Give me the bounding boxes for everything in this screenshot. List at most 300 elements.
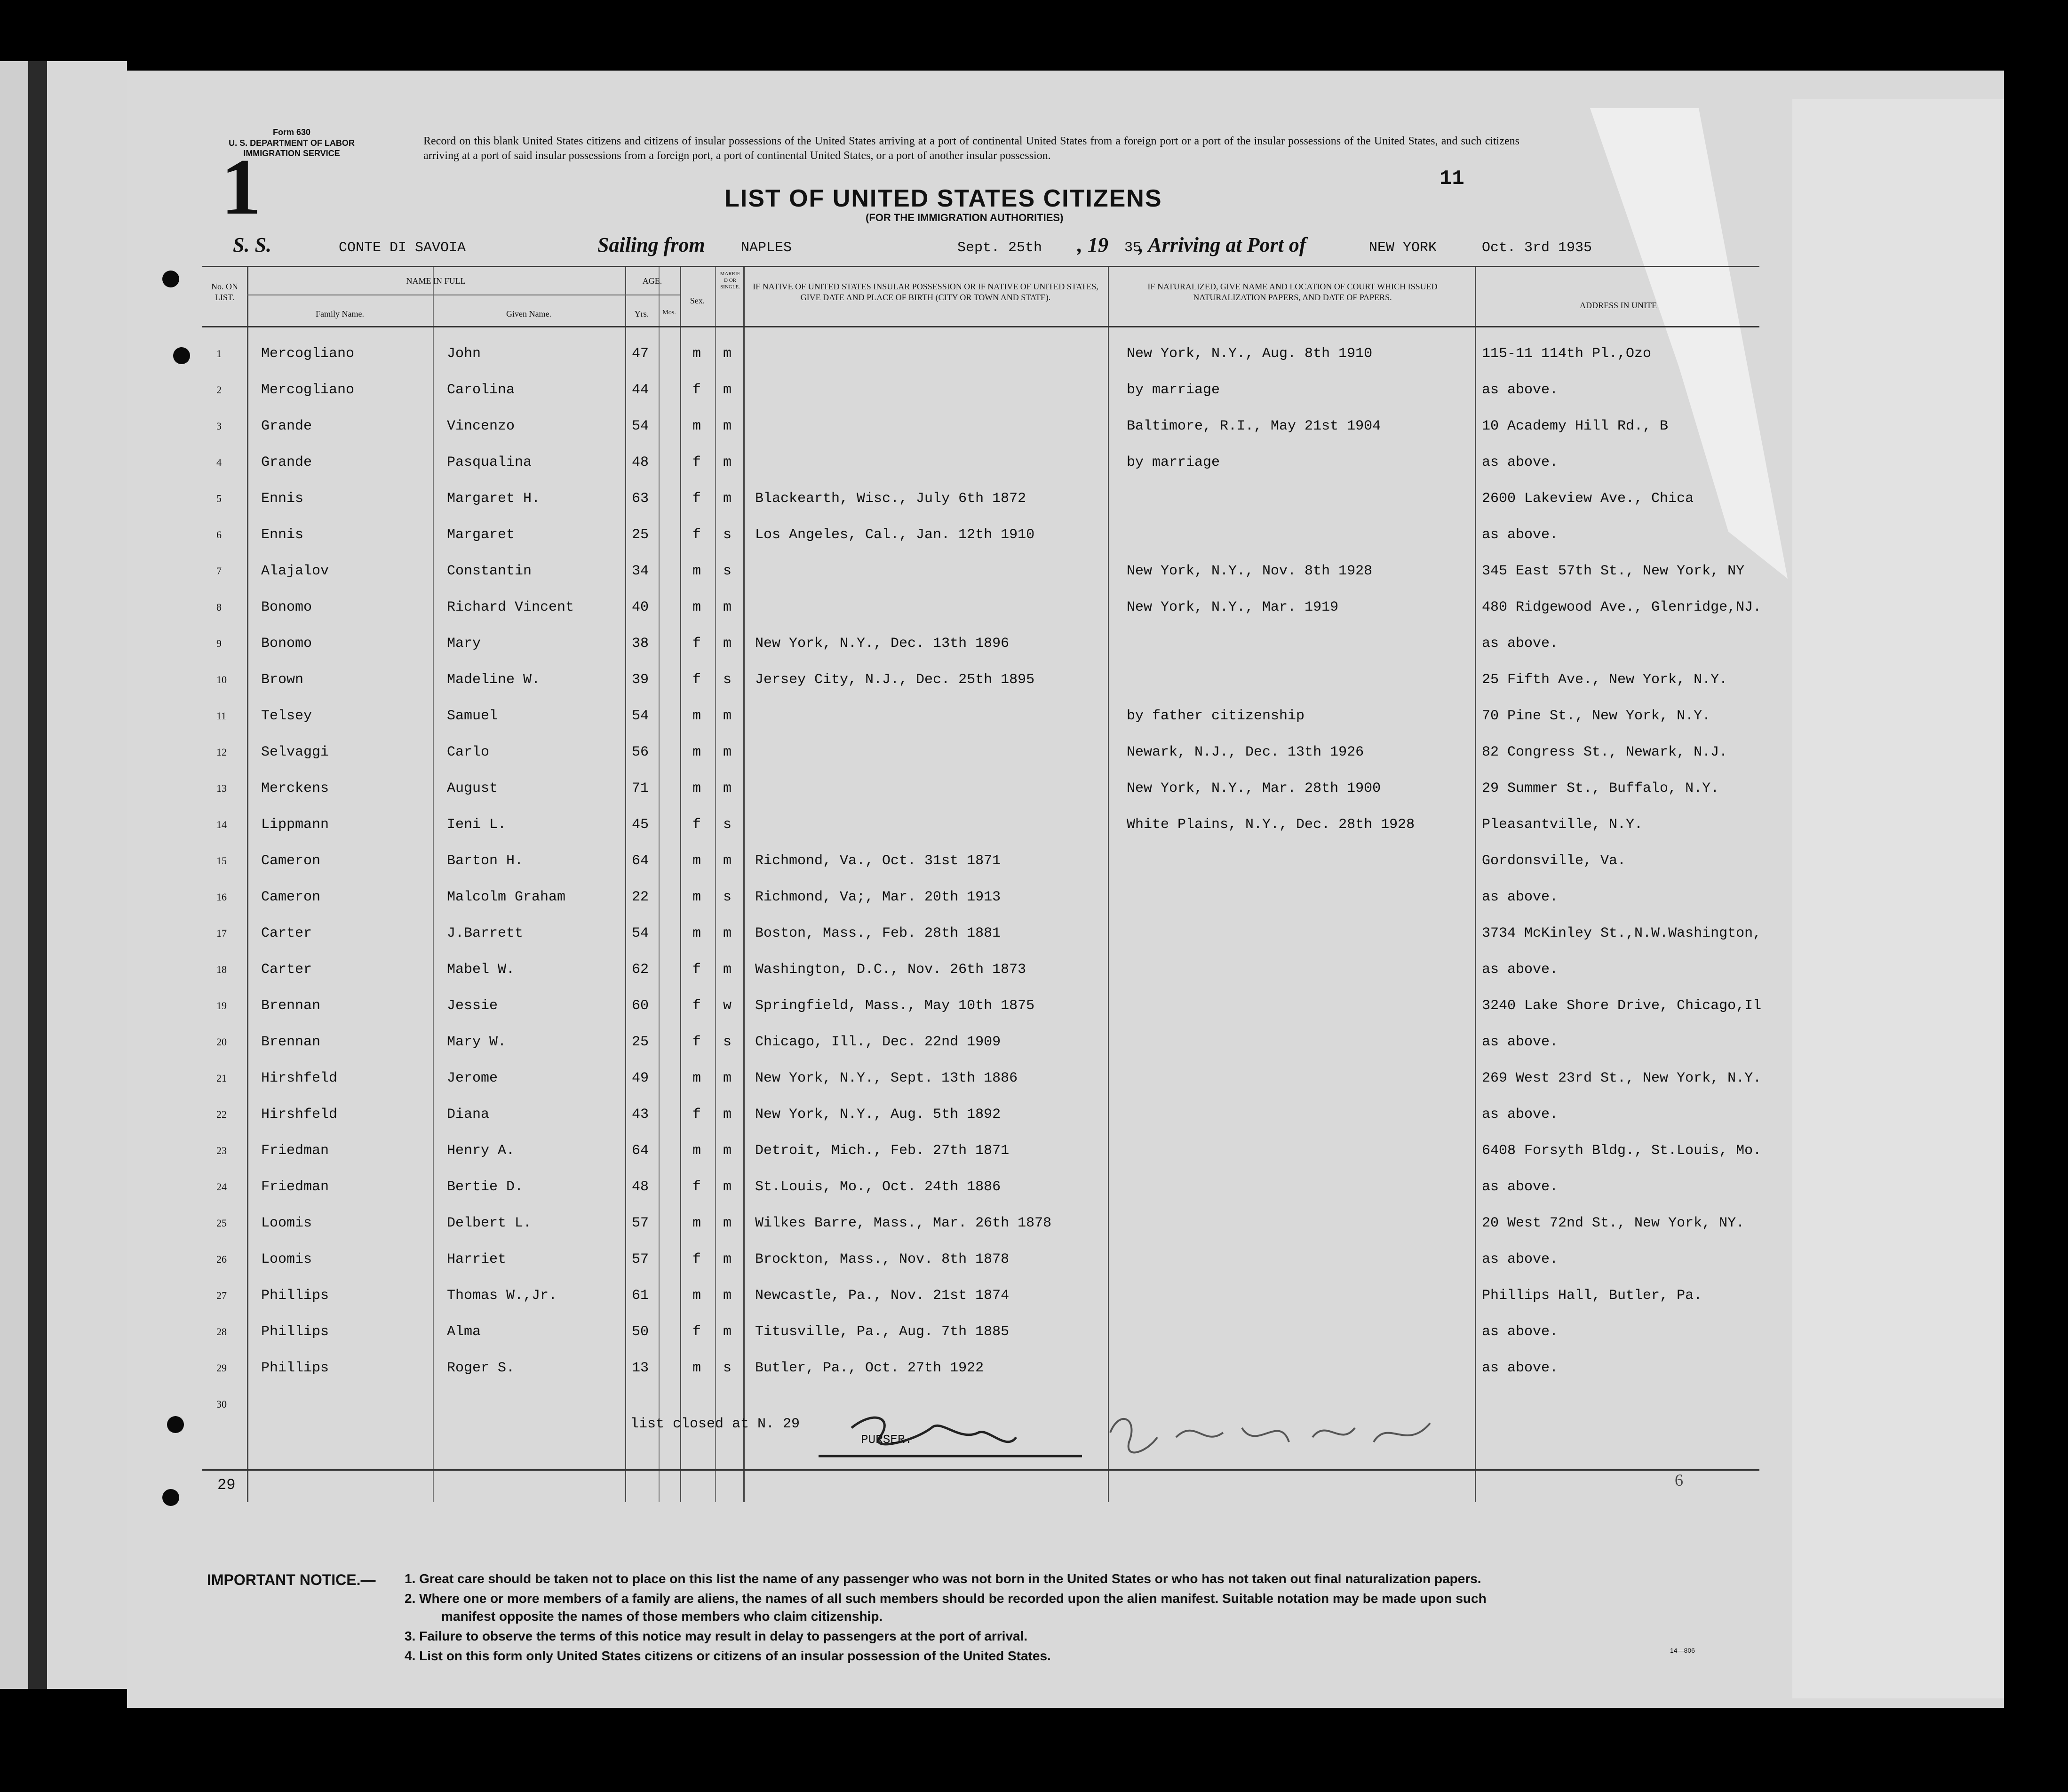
marital-status: m xyxy=(723,853,732,869)
sex: f xyxy=(692,817,701,833)
family-name: Carter xyxy=(261,925,312,941)
sex: m xyxy=(692,853,701,869)
voyage-line xyxy=(233,233,1757,261)
address: as above. xyxy=(1482,1034,1559,1050)
given-name: Madeline W. xyxy=(447,672,541,688)
table-row xyxy=(202,806,1759,843)
address: 20 West 72nd St., New York, NY. xyxy=(1482,1215,1745,1231)
marital-status: m xyxy=(723,1179,732,1195)
family-name: Phillips xyxy=(261,1360,329,1376)
marital-status: m xyxy=(723,1215,732,1231)
age-years: 13 xyxy=(632,1360,649,1376)
age-years: 50 xyxy=(632,1324,649,1340)
marital-status: m xyxy=(723,962,732,978)
family-name: Brennan xyxy=(261,998,321,1014)
sex: f xyxy=(692,454,701,470)
row-number: 24 xyxy=(216,1181,227,1193)
given-name: Alma xyxy=(447,1324,481,1340)
table-row xyxy=(202,1314,1759,1350)
table-row xyxy=(202,480,1759,517)
given-name: Roger S. xyxy=(447,1360,515,1376)
table-row xyxy=(202,698,1759,734)
sex: f xyxy=(692,527,701,543)
age-years: 45 xyxy=(632,817,649,833)
family-name: Carter xyxy=(261,962,312,978)
row-number: 11 xyxy=(216,710,227,722)
marital-status: m xyxy=(723,1070,732,1086)
family-name: Cameron xyxy=(261,889,321,905)
age-years: 25 xyxy=(632,527,649,543)
birthplace: New York, N.Y., Aug. 5th 1892 xyxy=(755,1107,1001,1123)
given-name: John xyxy=(447,346,481,362)
row-number: 25 xyxy=(216,1217,227,1229)
age-years: 54 xyxy=(632,925,649,941)
table-row xyxy=(202,1060,1762,1096)
arrival-date: Oct. 3rd 1935 xyxy=(1482,240,1592,256)
row-number: 18 xyxy=(216,964,227,975)
header-number: No. ON LIST. xyxy=(211,282,238,302)
ss-label: S. S. xyxy=(233,233,271,256)
naturalization: Baltimore, R.I., May 21st 1904 xyxy=(1127,418,1381,434)
table-row xyxy=(202,988,1762,1024)
sex: f xyxy=(692,672,701,688)
previous-page-edge xyxy=(47,61,127,1689)
age-years: 25 xyxy=(632,1034,649,1050)
birthplace: Springfield, Mass., May 10th 1875 xyxy=(755,998,1035,1014)
notice-item-2-cont: manifest opposite the names of those members who claim citizenship. xyxy=(441,1609,883,1624)
page-right-margin xyxy=(1792,99,2004,1698)
row-number: 16 xyxy=(216,891,227,903)
given-name: Harriet xyxy=(447,1251,507,1267)
table-row xyxy=(202,661,1759,698)
address: 480 Ridgewood Ave., Glenridge,NJ. xyxy=(1482,599,1762,615)
table-row xyxy=(202,444,1759,480)
address: 6408 Forsyth Bldg., St.Louis, Mo. xyxy=(1482,1143,1762,1159)
header-family-name: Family Name. xyxy=(316,309,364,319)
passenger-table xyxy=(202,266,1762,1502)
header-sex: Sex. xyxy=(690,296,705,305)
sex: f xyxy=(692,1179,701,1195)
row-number: 10 xyxy=(216,674,227,685)
birthplace: New York, N.Y., Dec. 13th 1896 xyxy=(755,636,1010,652)
birthplace: Richmond, Va;, Mar. 20th 1913 xyxy=(755,889,1001,905)
header-naturalization: IF NATURALIZED, GIVE NAME AND LOCATION OF COURT WHICH ISSUED NATURALIZATION PAPERS, AND DATE OF PAPERS. xyxy=(1147,282,1438,302)
birthplace: Detroit, Mich., Feb. 27th 1871 xyxy=(755,1143,1010,1159)
sex: m xyxy=(692,781,701,796)
given-name: Jerome xyxy=(447,1070,498,1086)
binder-hole xyxy=(162,1489,179,1506)
address: 10 Academy Hill Rd., B xyxy=(1482,418,1669,434)
header-years: Yrs. xyxy=(634,309,649,319)
age-years: 43 xyxy=(632,1107,649,1123)
corner-number: 11 xyxy=(1440,167,1464,191)
family-name: Merckens xyxy=(261,781,329,796)
age-years: 64 xyxy=(632,853,649,869)
sex: f xyxy=(692,382,701,398)
binder-gap xyxy=(28,61,47,1689)
birthplace: Blackearth, Wisc., July 6th 1872 xyxy=(755,491,1026,507)
row-number: 5 xyxy=(216,493,222,504)
row-number: 17 xyxy=(216,927,227,939)
address: as above. xyxy=(1482,1324,1559,1340)
page-title: LIST OF UNITED STATES CITIZENS xyxy=(724,185,1162,212)
sex: f xyxy=(692,491,701,507)
table-row xyxy=(202,879,1759,915)
birthplace: New York, N.Y., Sept. 13th 1886 xyxy=(755,1070,1018,1086)
row-number: 9 xyxy=(216,637,222,649)
family-name: Alajalov xyxy=(261,563,329,579)
row-number: 15 xyxy=(216,855,227,867)
family-name: Grande xyxy=(261,418,312,434)
given-name: August xyxy=(447,781,498,796)
sex: f xyxy=(692,1034,701,1050)
sex: f xyxy=(692,962,701,978)
table-row xyxy=(202,1169,1759,1205)
marital-status: m xyxy=(723,1251,732,1267)
age-years: 34 xyxy=(632,563,649,579)
page-mark: 6 xyxy=(1675,1471,1683,1489)
sex: m xyxy=(692,889,701,905)
birthplace: Chicago, Ill., Dec. 22nd 1909 xyxy=(755,1034,1001,1050)
row-number: 21 xyxy=(216,1072,227,1084)
sex: m xyxy=(692,563,701,579)
address: 3240 Lake Shore Drive, Chicago,Il xyxy=(1482,998,1762,1014)
family-name: Phillips xyxy=(261,1324,329,1340)
marital-status: s xyxy=(723,1360,732,1376)
purser-label: PURSER. xyxy=(861,1433,913,1447)
marital-status: m xyxy=(723,708,732,724)
departure-port: NAPLES xyxy=(741,240,792,256)
row-number: 20 xyxy=(216,1036,227,1048)
birthplace: Washington, D.C., Nov. 26th 1873 xyxy=(755,962,1026,978)
age-years: 63 xyxy=(632,491,649,507)
family-name: Grande xyxy=(261,454,312,470)
address: as above. xyxy=(1482,636,1559,652)
age-years: 40 xyxy=(632,599,649,615)
naturalization: by marriage xyxy=(1127,454,1220,470)
page-subtitle: (FOR THE IMMIGRATION AUTHORITIES) xyxy=(866,212,1064,223)
family-name: Lippmann xyxy=(261,817,329,833)
sex: m xyxy=(692,1215,701,1231)
address: as above. xyxy=(1482,1360,1559,1376)
age-years: 56 xyxy=(632,744,649,760)
birthplace: Jersey City, N.J., Dec. 25th 1895 xyxy=(755,672,1035,688)
given-name: Ieni L. xyxy=(447,817,507,833)
sex: m xyxy=(692,744,701,760)
given-name: Margaret xyxy=(447,527,515,543)
table-row xyxy=(202,1096,1759,1132)
marital-status: s xyxy=(723,527,732,543)
family-name: Bonomo xyxy=(261,636,312,652)
address: as above. xyxy=(1482,1251,1559,1267)
given-name: Carlo xyxy=(447,744,490,760)
row-number: 12 xyxy=(216,746,227,758)
naturalization: by marriage xyxy=(1127,382,1220,398)
marital-status: s xyxy=(723,563,732,579)
naturalization: Newark, N.J., Dec. 13th 1926 xyxy=(1127,744,1364,760)
sex: m xyxy=(692,418,701,434)
marital-status: s xyxy=(723,889,732,905)
sex: m xyxy=(692,1143,701,1159)
age-years: 48 xyxy=(632,1179,649,1195)
given-name: Jessie xyxy=(447,998,498,1014)
binder-hole xyxy=(167,1416,184,1433)
row-number: 2 xyxy=(216,384,222,396)
address: 2600 Lakeview Ave., Chica xyxy=(1482,491,1694,507)
address: 115-11 114th Pl.,Ozo xyxy=(1482,346,1652,362)
age-years: 49 xyxy=(632,1070,649,1086)
age-years: 71 xyxy=(632,781,649,796)
address: as above. xyxy=(1482,962,1559,978)
table-row xyxy=(202,1205,1759,1241)
birthplace: St.Louis, Mo., Oct. 24th 1886 xyxy=(755,1179,1001,1195)
sex: f xyxy=(692,998,701,1014)
table-row xyxy=(202,408,1759,444)
header-months: Mos. xyxy=(662,309,676,316)
table-row xyxy=(202,1241,1759,1277)
address: 345 East 57th St., New York, NY xyxy=(1482,563,1745,579)
sex: f xyxy=(692,1324,701,1340)
row-number: 4 xyxy=(216,456,222,468)
given-name: Thomas W.,Jr. xyxy=(447,1288,557,1304)
age-years: 57 xyxy=(632,1215,649,1231)
row-number: 1 xyxy=(216,348,222,359)
marital-status: m xyxy=(723,744,732,760)
age-years: 54 xyxy=(632,418,649,434)
address: Pleasantville, N.Y. xyxy=(1482,817,1643,833)
birthplace: Wilkes Barre, Mass., Mar. 26th 1878 xyxy=(755,1215,1052,1231)
naturalization: New York, N.Y., Mar. 28th 1900 xyxy=(1127,781,1381,796)
age-years: 47 xyxy=(632,346,649,362)
row-number: 27 xyxy=(216,1290,227,1301)
marital-status: m xyxy=(723,346,732,362)
row-number: 23 xyxy=(216,1145,227,1156)
header-name-in-full: NAME IN FULL xyxy=(406,276,466,286)
row-number: 13 xyxy=(216,782,227,794)
table-row xyxy=(202,553,1759,589)
sex: f xyxy=(692,1107,701,1123)
address: as above. xyxy=(1482,382,1559,398)
family-name: Mercogliano xyxy=(261,382,355,398)
marital-status: m xyxy=(723,454,732,470)
table-row xyxy=(202,1350,1759,1386)
given-name: Carolina xyxy=(447,382,515,398)
given-name: Malcolm Graham xyxy=(447,889,566,905)
marital-status: m xyxy=(723,781,732,796)
row-number: 28 xyxy=(216,1326,227,1338)
naturalization: White Plains, N.Y., Dec. 28th 1928 xyxy=(1127,817,1415,833)
family-name: Ennis xyxy=(261,491,304,507)
address: as above. xyxy=(1482,889,1559,905)
row-number: 8 xyxy=(216,601,222,613)
family-name: Ennis xyxy=(261,527,304,543)
department-name: U. S. DEPARTMENT OF LABOR xyxy=(229,138,355,148)
row-number: 22 xyxy=(216,1108,227,1120)
given-name: Bertie D. xyxy=(447,1179,524,1195)
age-years: 64 xyxy=(632,1143,649,1159)
form-instructions: Record on this blank United States citizens and citizens of insular possessions of the United States arriving at a port of continental United States from a foreign port or a port of the insular possessions of the United States, and such citizens arriving at a port of said insular possessions from a foreign port, a port of continental United States, or a port of another insular possession. xyxy=(423,135,1519,162)
marital-status: w xyxy=(723,998,732,1014)
table-row xyxy=(202,1277,1759,1314)
address: as above. xyxy=(1482,527,1559,543)
age-years: 44 xyxy=(632,382,649,398)
age-years: 22 xyxy=(632,889,649,905)
table-row xyxy=(202,734,1759,770)
row-number: 14 xyxy=(216,819,227,830)
age-years: 60 xyxy=(632,998,649,1014)
form-code: 14—806 xyxy=(1670,1647,1695,1654)
birthplace: Los Angeles, Cal., Jan. 12th 1910 xyxy=(755,527,1035,543)
age-years: 54 xyxy=(632,708,649,724)
marital-status: s xyxy=(723,817,732,833)
marital-status: m xyxy=(723,599,732,615)
table-row xyxy=(202,915,1762,951)
total-count: 29 xyxy=(217,1476,236,1494)
naturalization: New York, N.Y., Aug. 8th 1910 xyxy=(1127,346,1373,362)
family-name: Hirshfeld xyxy=(261,1107,338,1123)
address: 25 Fifth Ave., New York, N.Y. xyxy=(1482,672,1728,688)
marital-status: m xyxy=(723,636,732,652)
given-name: Samuel xyxy=(447,708,498,724)
birthplace: Newcastle, Pa., Nov. 21st 1874 xyxy=(755,1288,1010,1304)
purser-signature-icon xyxy=(819,1400,1458,1494)
age-years: 38 xyxy=(632,636,649,652)
marital-status: m xyxy=(723,1324,732,1340)
marital-status: m xyxy=(723,382,732,398)
sex: f xyxy=(692,1251,701,1267)
given-name: Constantin xyxy=(447,563,532,579)
birthplace: Brockton, Mass., Nov. 8th 1878 xyxy=(755,1251,1010,1267)
arriving-label: , Arriving at Port of xyxy=(1138,233,1306,256)
naturalization: New York, N.Y., Nov. 8th 1928 xyxy=(1127,563,1373,579)
binder-edge xyxy=(0,61,28,1689)
marital-status: m xyxy=(723,1288,732,1304)
family-name: Telsey xyxy=(261,708,312,724)
family-name: Loomis xyxy=(261,1215,312,1231)
row-number: 7 xyxy=(216,565,222,577)
given-name: Mary xyxy=(447,636,481,652)
family-name: Brown xyxy=(261,672,304,688)
marital-status: s xyxy=(723,672,732,688)
table-row xyxy=(202,1024,1759,1060)
given-name: Barton H. xyxy=(447,853,524,869)
birthplace: Richmond, Va., Oct. 31st 1871 xyxy=(755,853,1001,869)
notice-item-3: 3. Failure to observe the terms of this notice may result in delay to passengers at the port of arrival. xyxy=(405,1629,1028,1643)
year-label: , 19 xyxy=(1077,233,1108,256)
list-closed-note: list closed at N. 29 xyxy=(630,1416,800,1432)
given-name: Vincenzo xyxy=(447,418,515,434)
sex: m xyxy=(692,1360,701,1376)
sex: m xyxy=(692,346,701,362)
given-name: Mabel W. xyxy=(447,962,515,978)
ship-name: CONTE DI SAVOIA xyxy=(339,240,466,256)
naturalization: by father citizenship xyxy=(1127,708,1305,724)
sex: m xyxy=(692,925,701,941)
family-name: Loomis xyxy=(261,1251,312,1267)
address: 82 Congress St., Newark, N.J. xyxy=(1482,744,1728,760)
row-number: 29 xyxy=(216,1362,227,1374)
given-name: Mary W. xyxy=(447,1034,507,1050)
row-number: 26 xyxy=(216,1253,227,1265)
header-address: ADDRESS IN UNITE xyxy=(1580,301,1657,310)
given-name: Margaret H. xyxy=(447,491,541,507)
departure-date: Sept. 25th xyxy=(957,240,1042,256)
table-row xyxy=(202,372,1759,408)
birthplace: Boston, Mass., Feb. 28th 1881 xyxy=(755,925,1001,941)
address: as above. xyxy=(1482,454,1559,470)
family-name: Hirshfeld xyxy=(261,1070,338,1086)
sex: m xyxy=(692,1288,701,1304)
given-name: Delbert L. xyxy=(447,1215,532,1231)
marital-status: m xyxy=(723,418,732,434)
sailing-from-label: Sailing from xyxy=(597,233,705,256)
table-row xyxy=(202,951,1759,988)
family-name: Selvaggi xyxy=(261,744,329,760)
row-number: 6 xyxy=(216,529,222,541)
header-age: AGE. xyxy=(642,276,662,286)
family-name: Friedman xyxy=(261,1179,329,1195)
address: Gordonsville, Va. xyxy=(1482,853,1626,869)
sex: m xyxy=(692,599,701,615)
birthplace: Butler, Pa., Oct. 27th 1922 xyxy=(755,1360,984,1376)
family-name: Brennan xyxy=(261,1034,321,1050)
age-years: 57 xyxy=(632,1251,649,1267)
header-married-single: MARRIED OR SINGLE. xyxy=(720,271,740,290)
sex: m xyxy=(692,1070,701,1086)
form-number: Form 630 xyxy=(272,127,311,137)
header-native-birthplace: IF NATIVE OF UNITED STATES INSULAR POSSESSION OR IF NATIVE OF UNITED STATES, GIVE DATE AND PLACE OF BIRTH (CITY OR TOWN AND STATE). xyxy=(753,282,1098,302)
family-name: Friedman xyxy=(261,1143,329,1159)
table-row xyxy=(202,843,1759,879)
given-name: Richard Vincent xyxy=(447,599,574,615)
address: 29 Summer St., Buffalo, N.Y. xyxy=(1482,781,1719,796)
family-name: Mercogliano xyxy=(261,346,355,362)
table-row xyxy=(202,625,1759,661)
table-row xyxy=(202,517,1759,553)
given-name: Diana xyxy=(447,1107,490,1123)
notice-item-1: 1. Great care should be taken not to place on this list the name of any passenger who was not born in the United States or who has not taken out final naturalization papers. xyxy=(405,1571,1481,1586)
age-years: 48 xyxy=(632,454,649,470)
given-name: Henry A. xyxy=(447,1143,515,1159)
sex: f xyxy=(692,636,701,652)
family-name: Cameron xyxy=(261,853,321,869)
table-row xyxy=(202,335,1759,372)
sex: m xyxy=(692,708,701,724)
sheet-number: 1 xyxy=(221,143,261,231)
address: Phillips Hall, Butler, Pa. xyxy=(1482,1288,1702,1304)
birthplace: Titusville, Pa., Aug. 7th 1885 xyxy=(755,1324,1010,1340)
header-given-name: Given Name. xyxy=(506,309,551,319)
table-row xyxy=(202,589,1762,625)
age-years: 62 xyxy=(632,962,649,978)
row-number: 19 xyxy=(216,1000,227,1011)
given-name: J.Barrett xyxy=(447,925,524,941)
marital-status: m xyxy=(723,1107,732,1123)
address: as above. xyxy=(1482,1179,1559,1195)
family-name: Bonomo xyxy=(261,599,312,615)
marital-status: s xyxy=(723,1034,732,1050)
address: 70 Pine St., New York, N.Y. xyxy=(1482,708,1711,724)
important-notice-heading: IMPORTANT NOTICE.— xyxy=(207,1571,376,1588)
notice-item-2: 2. Where one or more members of a family are aliens, the names of all such members should be recorded upon the alien manifest. Suitable notation may be made upon such xyxy=(405,1591,1487,1606)
age-years: 39 xyxy=(632,672,649,688)
family-name: Phillips xyxy=(261,1288,329,1304)
marital-status: m xyxy=(723,1143,732,1159)
row-number: 3 xyxy=(216,420,222,432)
address: as above. xyxy=(1482,1107,1559,1123)
notice-item-4: 4. List on this form only United States citizens or citizens of an insular possession of the United States. xyxy=(405,1649,1051,1663)
address: 3734 McKinley St.,N.W.Washington, xyxy=(1482,925,1762,941)
